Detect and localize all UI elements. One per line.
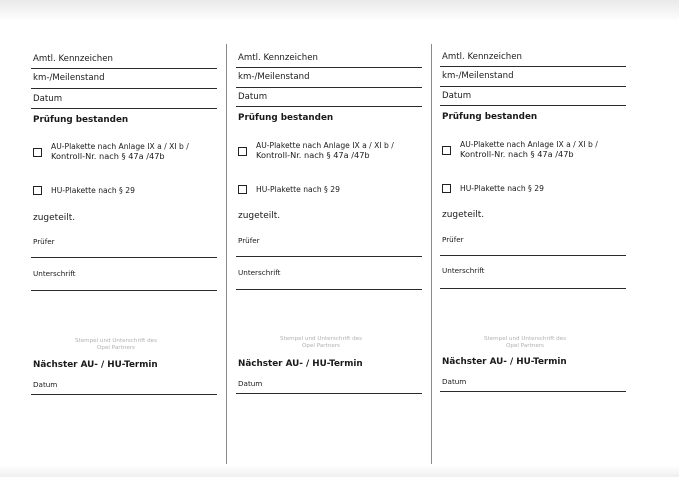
passed-heading: Prüfung bestanden [442,112,538,122]
stamp-hint-line2: Opel Partners [97,345,135,351]
stamp-hint-line2: Opel Partners [506,343,544,349]
au-checkbox[interactable] [33,148,42,157]
au-label-line2: Kontroll-Nr. nach § 47a /47b [460,149,574,159]
au-checkbox[interactable] [442,146,451,155]
assigned-label: zugeteilt. [442,210,485,220]
assigned-label: zugeteilt. [238,211,281,221]
hu-checkbox[interactable] [238,185,247,194]
mileage-field-line[interactable] [236,87,422,88]
next-date-field-line[interactable] [440,391,626,392]
plate-field-line[interactable] [440,66,626,67]
mileage-label: km-/Meilenstand [33,73,105,83]
inspection-card-3 [440,0,626,477]
signature-field-line[interactable] [440,288,626,289]
next-date-label: Datum [33,380,58,389]
passed-heading: Prüfung bestanden [238,113,334,123]
inspection-card-2 [236,0,422,477]
signature-label: Unterschrift [238,268,281,277]
next-appointment-heading: Nächster AU- / HU-Termin [33,360,158,370]
au-label-line2: Kontroll-Nr. nach § 47a /47b [256,150,370,160]
mileage-field-line[interactable] [440,86,626,87]
inspector-label: Prüfer [442,235,464,244]
stamp-hint [51,338,181,352]
date-label: Datum [238,92,268,102]
date-label: Datum [33,94,63,104]
au-label-line1: AU-Plakette nach Anlage IX a / XI b / [256,141,394,150]
au-label-line1: AU-Plakette nach Anlage IX a / XI b / [460,140,598,149]
inspector-label: Prüfer [238,236,260,245]
hu-label: HU-Plakette nach § 29 [460,184,544,193]
signature-label: Unterschrift [33,269,76,278]
passed-heading: Prüfung bestanden [33,115,129,125]
hu-label: HU-Plakette nach § 29 [256,185,340,194]
au-label-line2: Kontroll-Nr. nach § 47a /47b [51,151,165,161]
signature-field-line[interactable] [236,289,422,290]
signature-label: Unterschrift [442,266,485,275]
next-appointment-heading: Nächster AU- / HU-Termin [442,357,567,367]
date-field-line[interactable] [440,105,626,106]
mileage-label: km-/Meilenstand [442,71,514,81]
stamp-hint-line1: Stempel und Unterschrift des [483,336,567,342]
stamp-hint-line2: Opel Partners [302,343,340,349]
date-label: Datum [442,91,472,101]
plate-label: Amtl. Kennzeichen [238,53,318,63]
hu-checkbox[interactable] [442,184,451,193]
stamp-hint [256,336,386,350]
next-appointment-heading: Nächster AU- / HU-Termin [238,359,363,369]
au-label-line1: AU-Plakette nach Anlage IX a / XI b / [51,142,189,151]
inspector-field-line[interactable] [236,256,422,257]
date-field-line[interactable] [31,108,217,109]
hu-label: HU-Plakette nach § 29 [51,186,135,195]
next-date-field-line[interactable] [31,394,217,395]
inspector-field-line[interactable] [31,257,217,258]
mileage-field-line[interactable] [31,88,217,89]
inspection-card-1 [31,0,217,477]
plate-label: Amtl. Kennzeichen [33,54,113,64]
card-divider [431,44,432,464]
stamp-hint-line1: Stempel und Unterschrift des [74,338,158,344]
stamp-hint [460,336,590,350]
plate-label: Amtl. Kennzeichen [442,52,522,62]
plate-field-line[interactable] [31,68,217,69]
hu-checkbox[interactable] [33,186,42,195]
date-field-line[interactable] [236,106,422,107]
next-date-field-line[interactable] [236,393,422,394]
mileage-label: km-/Meilenstand [238,72,310,82]
au-checkbox[interactable] [238,147,247,156]
plate-field-line[interactable] [236,67,422,68]
inspector-label: Prüfer [33,237,55,246]
next-date-label: Datum [238,379,263,388]
assigned-label: zugeteilt. [33,213,76,223]
card-divider [226,44,227,464]
inspector-field-line[interactable] [440,255,626,256]
signature-field-line[interactable] [31,290,217,291]
stamp-hint-line1: Stempel und Unterschrift des [279,336,363,342]
next-date-label: Datum [442,377,467,386]
